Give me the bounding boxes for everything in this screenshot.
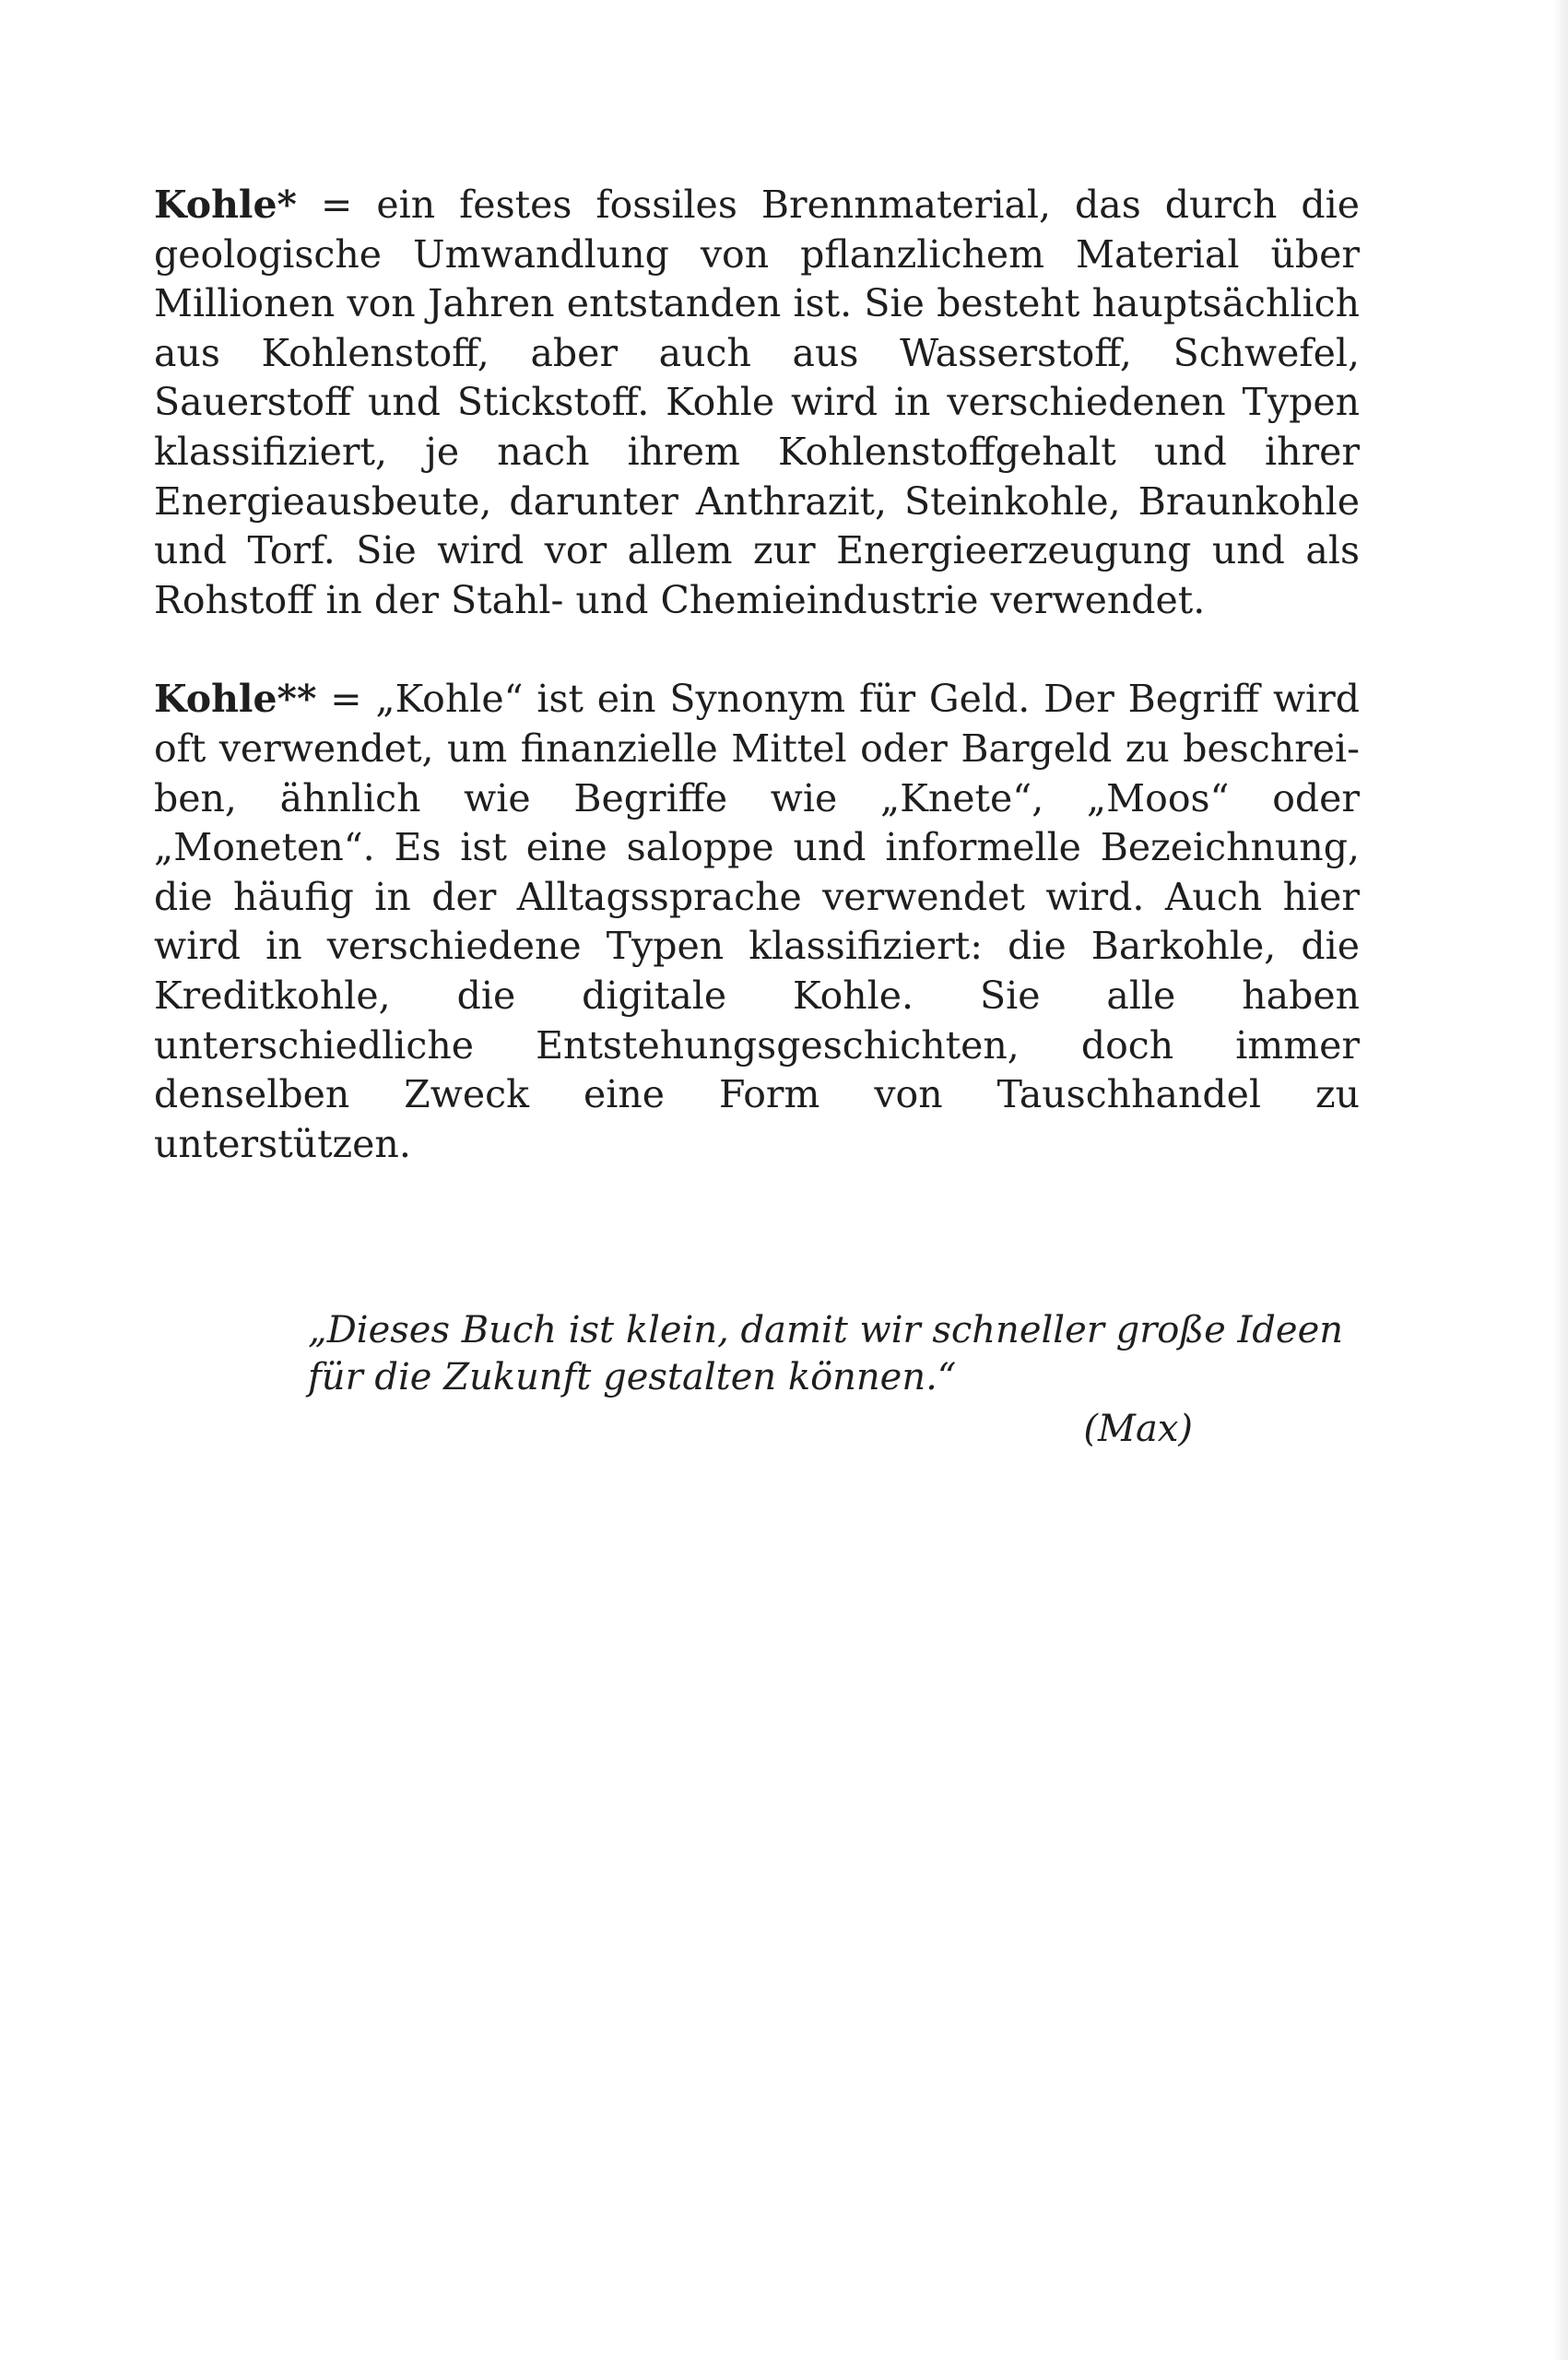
quote-author: (Max) — [1083, 1408, 1193, 1450]
page-edge-shadow — [1553, 0, 1568, 2360]
definition-text: = „Kohle“ ist ein Synonym für Geld. Der Begriff wird oft verwendet, um finanzielle Mittel oder Bargeld zu beschreiben, ähnlich wie Begriffe wie „Knete“, „Moos“ oder „Moneten“. Es ist eine saloppe und informelle Bezeichnung, die häufig in der Alltagssprache verwendet wird. Auch hier wird in verschiedene Typen klassifiziert: die Barkohle, die Kreditkohle, die digitale Kohle. Sie alle haben unterschiedliche Entstehungsgeschichten, doch immer denselben Zweck eine Form von Tauschhandel zu unterstützen. — [154, 677, 1360, 1166]
definition-text: = ein festes fossiles Brennmaterial, das durch die geologische Umwandlung von pflanzlichem Material über Millionen von Jahren entstanden ist. Sie besteht hauptsächlich aus Kohlenstoff, aber auch aus Wasserstoff, Schwefel, Sauerstoff und Stickstoff. Kohle wird in verschiedenen Typen klassifiziert, je nach ihrem Kohlenstoffgehalt und ihrer Energieausbeute, darunter Anthrazit, Steinkohle, Braunkohle und Torf. Sie wird vor allem zur Energieerzeugung und als Rohstoff in der Stahl- und Chemieindustrie verwendet. — [154, 183, 1360, 622]
definitions-section — [154, 181, 1360, 1169]
quote-line-1: „Dieses Buch ist klein, damit wir schneller große Ideen — [308, 1309, 1344, 1351]
definition-coal-fuel — [154, 181, 1360, 625]
definition-coal-money — [154, 675, 1360, 1169]
definition-term: Kohle* — [154, 183, 297, 227]
definition-term: Kohle** — [154, 677, 317, 722]
epigraph-quote — [308, 1307, 1344, 1453]
quote-line-2: für die Zukunft gestalten können.“ — [308, 1356, 957, 1398]
